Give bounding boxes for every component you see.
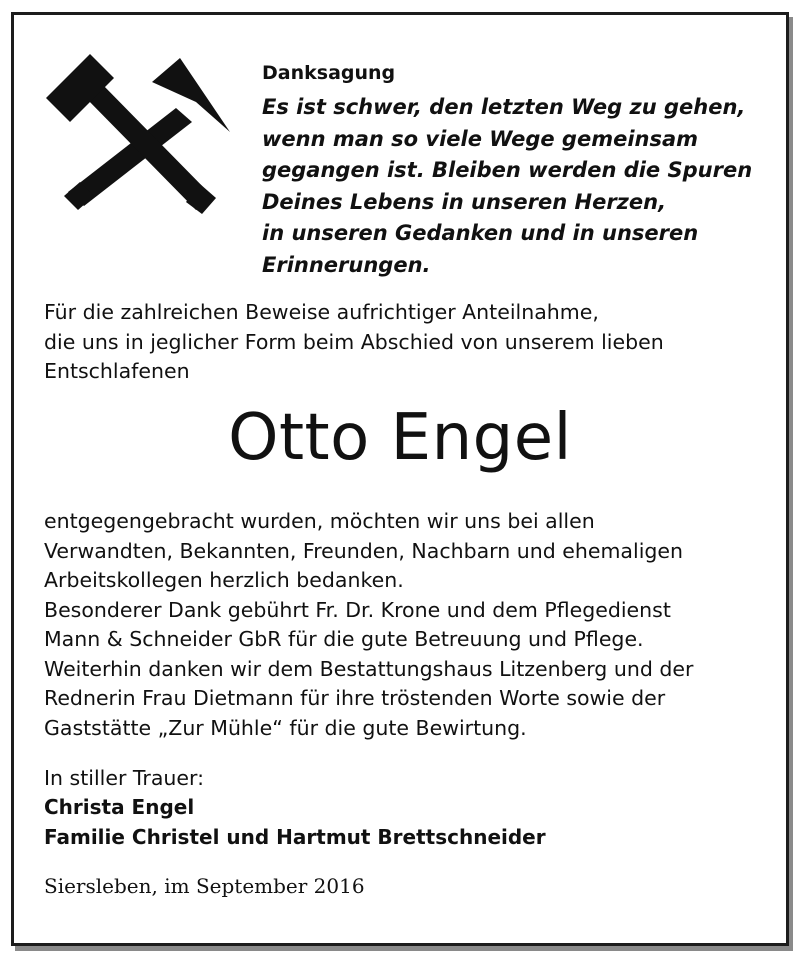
- dateline: Siersleben, im September 2016: [44, 874, 365, 898]
- intro-text: Für die zahlreichen Beweise aufrichtiger Anteilnahme, die uns in jeglicher Form beim Abschied von unserem lieben Entschlafenen: [44, 300, 664, 383]
- thanks-text: entgegengebracht wurden, möchten wir uns bei allen Verwandten, Bekannten, Freunden, Nachbarn und ehemaligen Arbeitskollegen herzlich bedanken. Besonderer Dank gebührt Fr. Dr. Krone und dem Pflegedienst Mann & Schneider GbR für die gute Betreuung und Pflege. Weiterhin danken wir dem Bestattungshaus Litzenberg und der Rednerin Frau Dietmann für ihre tröstenden Worte sowie der Gaststätte „Zur Mühle“ für die gute Bewirtung.: [44, 509, 694, 740]
- poem: Es ist schwer, den letzten Weg zu gehen, wenn man so viele Wege gemeinsam gegangen ist. Bleiben werden die Spuren Deines Lebens in unseren Herzen, in unseren Gedanken und in unseren Erinnerungen.: [262, 95, 753, 277]
- signer: Christa Engel: [44, 795, 195, 819]
- heading: Danksagung: [262, 62, 396, 84]
- signer: Familie Christel und Hartmut Brettschneider: [44, 824, 546, 849]
- deceased-name: Otto Engel: [228, 401, 572, 475]
- mourning-label: In stiller Trauer:: [44, 766, 204, 790]
- signers: [44, 793, 546, 852]
- heading-block: [262, 58, 762, 281]
- crossed-hammers-icon: [44, 46, 234, 221]
